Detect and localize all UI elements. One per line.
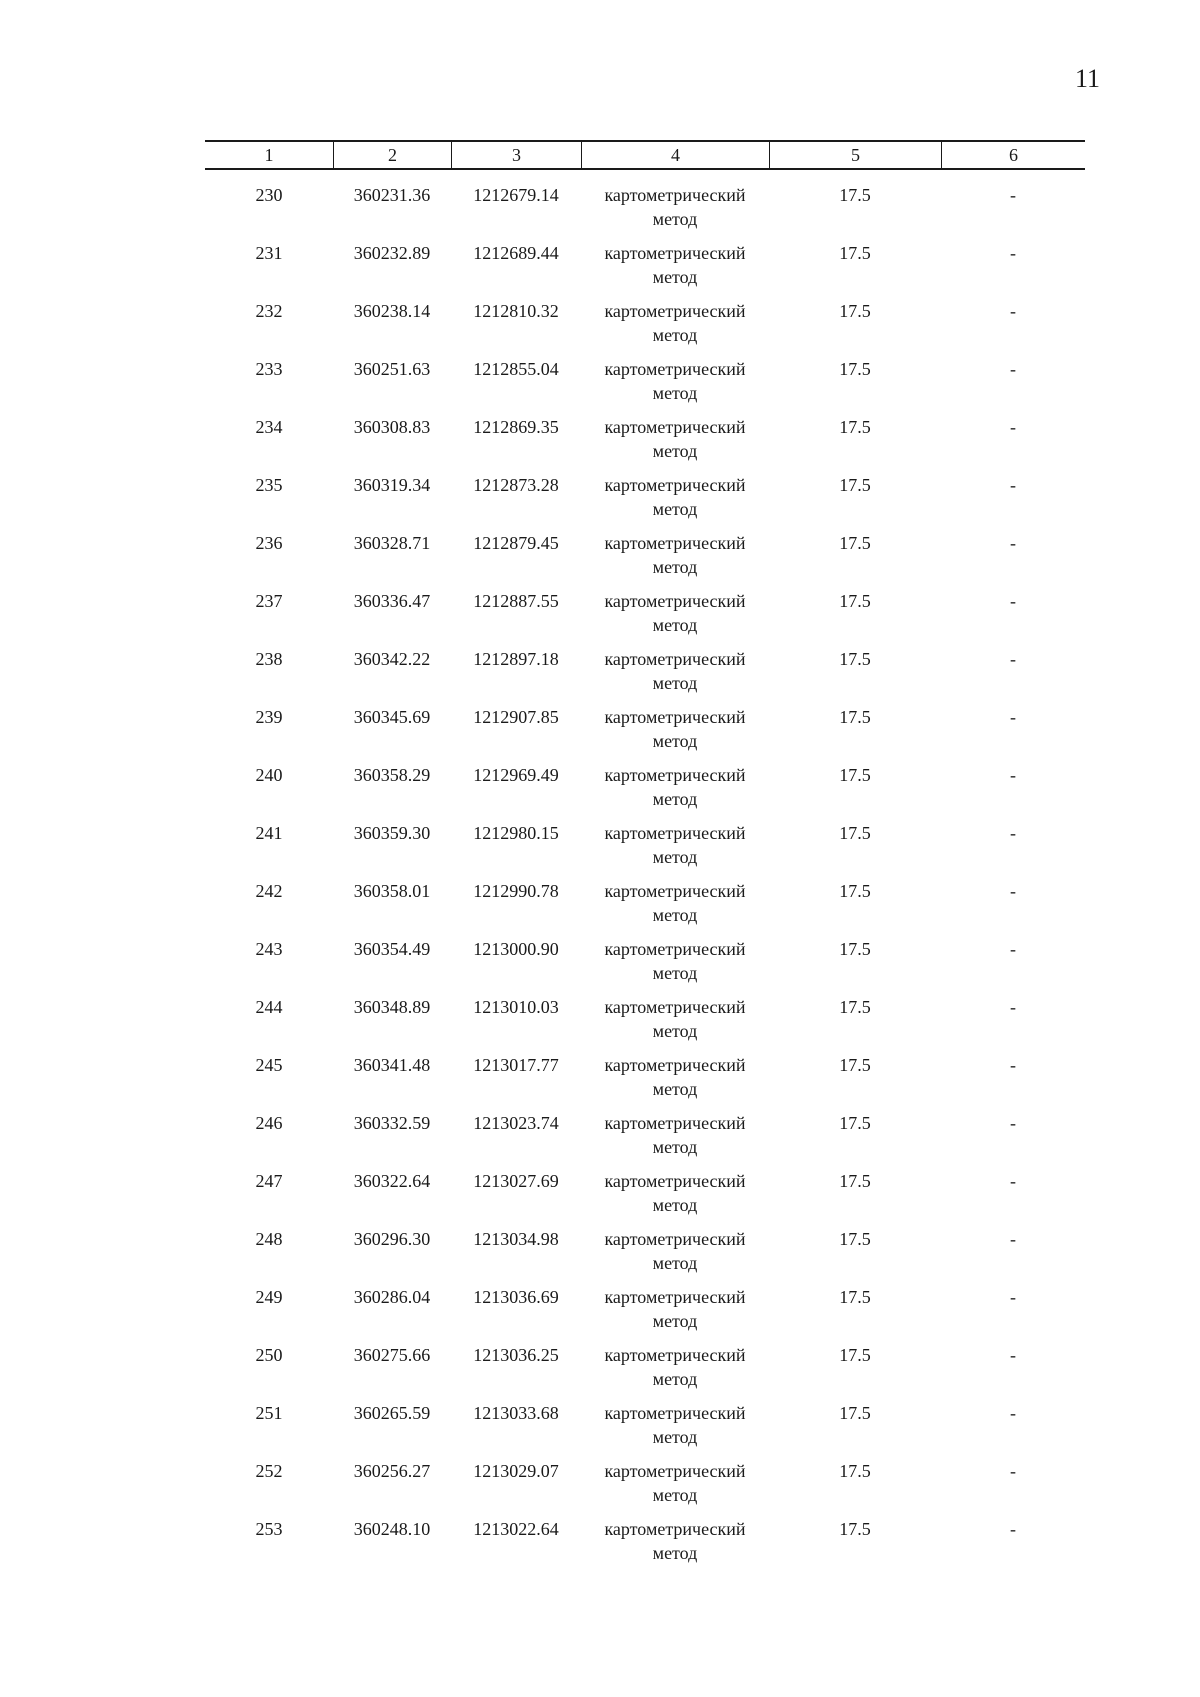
method-line-2: метод <box>652 1195 698 1215</box>
x-coordinate-cell: 360296.30 <box>353 1229 431 1249</box>
table-row <box>205 412 1085 470</box>
x-coordinate-cell: 360345.69 <box>353 707 431 727</box>
point-number-cell: 249 <box>255 1287 283 1307</box>
table-row <box>205 1282 1085 1340</box>
point-number-cell: 235 <box>255 475 283 495</box>
method-cell <box>581 992 769 1050</box>
table-row <box>205 470 1085 528</box>
method-cell <box>581 1456 769 1514</box>
note-cell: - <box>1010 1287 1016 1307</box>
table-row <box>205 238 1085 296</box>
y-coordinate-cell: 1213022.64 <box>473 1519 559 1539</box>
method-cell <box>581 818 769 876</box>
x-coordinate-cell: 360286.04 <box>353 1287 431 1307</box>
x-coordinate-cell: 360322.64 <box>353 1171 431 1191</box>
method-line-2: метод <box>652 383 698 403</box>
y-coordinate-cell: 1212679.14 <box>473 185 559 205</box>
page-number: 11 <box>1074 64 1100 93</box>
method-cell <box>581 528 769 586</box>
accuracy-cell: 17.5 <box>839 649 871 669</box>
x-coordinate-cell: 360348.89 <box>353 997 431 1017</box>
note-cell: - <box>1010 1403 1016 1423</box>
method-line-1: картометрический <box>604 707 746 727</box>
x-coordinate-cell: 360336.47 <box>353 591 431 611</box>
point-number-cell: 246 <box>255 1113 283 1133</box>
method-line-1: картометрический <box>604 1287 746 1307</box>
note-cell: - <box>1010 533 1016 553</box>
y-coordinate-cell: 1212897.18 <box>473 649 559 669</box>
method-line-1: картометрический <box>604 997 746 1017</box>
header-cell: 2 <box>333 142 451 168</box>
method-line-2: метод <box>652 209 698 229</box>
header-cell: 6 <box>941 142 1085 168</box>
table-row <box>205 876 1085 934</box>
table-body <box>205 180 1085 1572</box>
accuracy-cell: 17.5 <box>839 1287 871 1307</box>
method-cell <box>581 1050 769 1108</box>
x-coordinate-cell: 360359.30 <box>353 823 431 843</box>
y-coordinate-cell: 1213034.98 <box>473 1229 559 1249</box>
note-cell: - <box>1010 1229 1016 1249</box>
method-cell <box>581 702 769 760</box>
method-cell <box>581 1340 769 1398</box>
point-number-cell: 230 <box>255 185 283 205</box>
accuracy-cell: 17.5 <box>839 1461 871 1481</box>
table-row <box>205 760 1085 818</box>
y-coordinate-cell: 1212689.44 <box>473 243 559 263</box>
x-coordinate-cell: 360342.22 <box>353 649 431 669</box>
header-cell: 5 <box>769 142 941 168</box>
method-line-2: метод <box>652 673 698 693</box>
accuracy-cell: 17.5 <box>839 591 871 611</box>
table-row <box>205 1050 1085 1108</box>
x-coordinate-cell: 360275.66 <box>353 1345 431 1365</box>
y-coordinate-cell: 1212980.15 <box>473 823 559 843</box>
method-line-1: картометрический <box>604 823 746 843</box>
point-number-cell: 239 <box>255 707 283 727</box>
method-line-2: метод <box>652 905 698 925</box>
point-number-cell: 252 <box>255 1461 283 1481</box>
y-coordinate-cell: 1213010.03 <box>473 997 559 1017</box>
method-line-2: метод <box>652 963 698 983</box>
note-cell: - <box>1010 881 1016 901</box>
method-line-2: метод <box>652 1485 698 1505</box>
header-cell: 3 <box>451 142 581 168</box>
note-cell: - <box>1010 1461 1016 1481</box>
y-coordinate-cell: 1212990.78 <box>473 881 559 901</box>
y-coordinate-cell: 1212879.45 <box>473 533 559 553</box>
table-row <box>205 1108 1085 1166</box>
y-coordinate-cell: 1212969.49 <box>473 765 559 785</box>
point-number-cell: 242 <box>255 881 283 901</box>
method-cell <box>581 1166 769 1224</box>
accuracy-cell: 17.5 <box>839 1345 871 1365</box>
table-row <box>205 1514 1085 1572</box>
note-cell: - <box>1010 1345 1016 1365</box>
accuracy-cell: 17.5 <box>839 1519 871 1539</box>
table-row <box>205 354 1085 412</box>
y-coordinate-cell: 1212810.32 <box>473 301 559 321</box>
accuracy-cell: 17.5 <box>839 765 871 785</box>
note-cell: - <box>1010 649 1016 669</box>
method-line-2: метод <box>652 731 698 751</box>
y-coordinate-cell: 1212873.28 <box>473 475 559 495</box>
point-number-cell: 231 <box>255 243 283 263</box>
method-line-1: картометрический <box>604 301 746 321</box>
accuracy-cell: 17.5 <box>839 1229 871 1249</box>
note-cell: - <box>1010 301 1016 321</box>
method-cell <box>581 354 769 412</box>
method-line-1: картометрический <box>604 1461 746 1481</box>
point-number-cell: 243 <box>255 939 283 959</box>
x-coordinate-cell: 360354.49 <box>353 939 431 959</box>
note-cell: - <box>1010 765 1016 785</box>
table-row <box>205 1340 1085 1398</box>
method-line-2: метод <box>652 1427 698 1447</box>
table-row <box>205 296 1085 354</box>
x-coordinate-cell: 360319.34 <box>353 475 431 495</box>
method-line-1: картометрический <box>604 591 746 611</box>
method-cell <box>581 586 769 644</box>
method-line-1: картометрический <box>604 649 746 669</box>
note-cell: - <box>1010 243 1016 263</box>
point-number-cell: 245 <box>255 1055 283 1075</box>
note-cell: - <box>1010 1519 1016 1539</box>
header-cell: 1 <box>264 144 274 165</box>
table-header <box>205 140 1085 170</box>
x-coordinate-cell: 360232.89 <box>353 243 431 263</box>
note-cell: - <box>1010 707 1016 727</box>
x-coordinate-cell: 360248.10 <box>353 1519 431 1539</box>
x-coordinate-cell: 360265.59 <box>353 1403 431 1423</box>
table-row <box>205 992 1085 1050</box>
table-row <box>205 1456 1085 1514</box>
y-coordinate-cell: 1213023.74 <box>473 1113 559 1133</box>
header-cell: 4 <box>581 142 769 168</box>
accuracy-cell: 17.5 <box>839 1403 871 1423</box>
x-coordinate-cell: 360328.71 <box>353 533 431 553</box>
point-number-cell: 247 <box>255 1171 283 1191</box>
method-line-1: картометрический <box>604 417 746 437</box>
point-number-cell: 237 <box>255 591 283 611</box>
y-coordinate-cell: 1212869.35 <box>473 417 559 437</box>
method-line-2: метод <box>652 1021 698 1041</box>
accuracy-cell: 17.5 <box>839 475 871 495</box>
method-line-2: метод <box>652 267 698 287</box>
accuracy-cell: 17.5 <box>839 881 871 901</box>
x-coordinate-cell: 360341.48 <box>353 1055 431 1075</box>
coordinates-table <box>205 140 1085 1572</box>
point-number-cell: 240 <box>255 765 283 785</box>
accuracy-cell: 17.5 <box>839 533 871 553</box>
point-number-cell: 244 <box>255 997 283 1017</box>
method-line-1: картометрический <box>604 1345 746 1365</box>
y-coordinate-cell: 1212887.55 <box>473 591 559 611</box>
note-cell: - <box>1010 1055 1016 1075</box>
accuracy-cell: 17.5 <box>839 301 871 321</box>
note-cell: - <box>1010 475 1016 495</box>
method-line-1: картометрический <box>604 939 746 959</box>
table-row <box>205 586 1085 644</box>
method-cell <box>581 1282 769 1340</box>
method-cell <box>581 180 769 238</box>
table-row <box>205 180 1085 238</box>
method-line-1: картометрический <box>604 475 746 495</box>
method-line-1: картометрический <box>604 1171 746 1191</box>
method-line-2: метод <box>652 325 698 345</box>
x-coordinate-cell: 360231.36 <box>353 185 431 205</box>
method-line-2: метод <box>652 1079 698 1099</box>
method-cell <box>581 934 769 992</box>
note-cell: - <box>1010 1171 1016 1191</box>
method-line-1: картометрический <box>604 1519 746 1539</box>
x-coordinate-cell: 360358.01 <box>353 881 431 901</box>
method-line-1: картометрический <box>604 881 746 901</box>
table-row <box>205 934 1085 992</box>
x-coordinate-cell: 360238.14 <box>353 301 431 321</box>
method-cell <box>581 296 769 354</box>
table-row <box>205 818 1085 876</box>
note-cell: - <box>1010 823 1016 843</box>
method-cell <box>581 1224 769 1282</box>
accuracy-cell: 17.5 <box>839 1055 871 1075</box>
method-line-1: картометрический <box>604 1113 746 1133</box>
method-line-2: метод <box>652 615 698 635</box>
method-line-1: картометрический <box>604 185 746 205</box>
table-row <box>205 644 1085 702</box>
method-line-1: картометрический <box>604 359 746 379</box>
method-line-2: метод <box>652 441 698 461</box>
method-cell <box>581 760 769 818</box>
accuracy-cell: 17.5 <box>839 823 871 843</box>
method-cell <box>581 470 769 528</box>
method-line-2: метод <box>652 789 698 809</box>
table-row <box>205 702 1085 760</box>
method-line-1: картометрический <box>604 533 746 553</box>
method-line-1: картометрический <box>604 1055 746 1075</box>
x-coordinate-cell: 360308.83 <box>353 417 431 437</box>
method-cell <box>581 876 769 934</box>
y-coordinate-cell: 1213017.77 <box>473 1055 559 1075</box>
table-row <box>205 528 1085 586</box>
method-line-1: картометрический <box>604 765 746 785</box>
method-cell <box>581 412 769 470</box>
point-number-cell: 233 <box>255 359 283 379</box>
accuracy-cell: 17.5 <box>839 997 871 1017</box>
method-cell <box>581 1514 769 1572</box>
accuracy-cell: 17.5 <box>839 939 871 959</box>
method-cell <box>581 238 769 296</box>
point-number-cell: 248 <box>255 1229 283 1249</box>
note-cell: - <box>1010 591 1016 611</box>
method-line-2: метод <box>652 847 698 867</box>
point-number-cell: 251 <box>255 1403 283 1423</box>
note-cell: - <box>1010 185 1016 205</box>
point-number-cell: 238 <box>255 649 283 669</box>
method-cell <box>581 1108 769 1166</box>
y-coordinate-cell: 1213000.90 <box>473 939 559 959</box>
accuracy-cell: 17.5 <box>839 359 871 379</box>
note-cell: - <box>1010 1113 1016 1133</box>
method-line-2: метод <box>652 1543 698 1563</box>
note-cell: - <box>1010 359 1016 379</box>
x-coordinate-cell: 360332.59 <box>353 1113 431 1133</box>
point-number-cell: 236 <box>255 533 283 553</box>
y-coordinate-cell: 1213033.68 <box>473 1403 559 1423</box>
point-number-cell: 250 <box>255 1345 283 1365</box>
accuracy-cell: 17.5 <box>839 1113 871 1133</box>
note-cell: - <box>1010 939 1016 959</box>
accuracy-cell: 17.5 <box>839 1171 871 1191</box>
point-number-cell: 232 <box>255 301 283 321</box>
y-coordinate-cell: 1213029.07 <box>473 1461 559 1481</box>
y-coordinate-cell: 1213036.69 <box>473 1287 559 1307</box>
point-number-cell: 253 <box>255 1519 283 1539</box>
x-coordinate-cell: 360251.63 <box>353 359 431 379</box>
y-coordinate-cell: 1213036.25 <box>473 1345 559 1365</box>
point-number-cell: 234 <box>255 417 283 437</box>
point-number-cell: 241 <box>255 823 283 843</box>
table-row <box>205 1166 1085 1224</box>
note-cell: - <box>1010 417 1016 437</box>
accuracy-cell: 17.5 <box>839 185 871 205</box>
method-line-2: метод <box>652 499 698 519</box>
note-cell: - <box>1010 997 1016 1017</box>
method-line-2: метод <box>652 1311 698 1331</box>
method-line-1: картометрический <box>604 1229 746 1249</box>
method-cell <box>581 644 769 702</box>
x-coordinate-cell: 360256.27 <box>353 1461 431 1481</box>
y-coordinate-cell: 1213027.69 <box>473 1171 559 1191</box>
accuracy-cell: 17.5 <box>839 243 871 263</box>
method-line-1: картометрический <box>604 243 746 263</box>
y-coordinate-cell: 1212855.04 <box>473 359 559 379</box>
y-coordinate-cell: 1212907.85 <box>473 707 559 727</box>
method-line-2: метод <box>652 1137 698 1157</box>
table-row <box>205 1224 1085 1282</box>
method-line-1: картометрический <box>604 1403 746 1423</box>
x-coordinate-cell: 360358.29 <box>353 765 431 785</box>
method-cell <box>581 1398 769 1456</box>
method-line-2: метод <box>652 1253 698 1273</box>
method-line-2: метод <box>652 1369 698 1389</box>
accuracy-cell: 17.5 <box>839 417 871 437</box>
table-row <box>205 1398 1085 1456</box>
method-line-2: метод <box>652 557 698 577</box>
accuracy-cell: 17.5 <box>839 707 871 727</box>
